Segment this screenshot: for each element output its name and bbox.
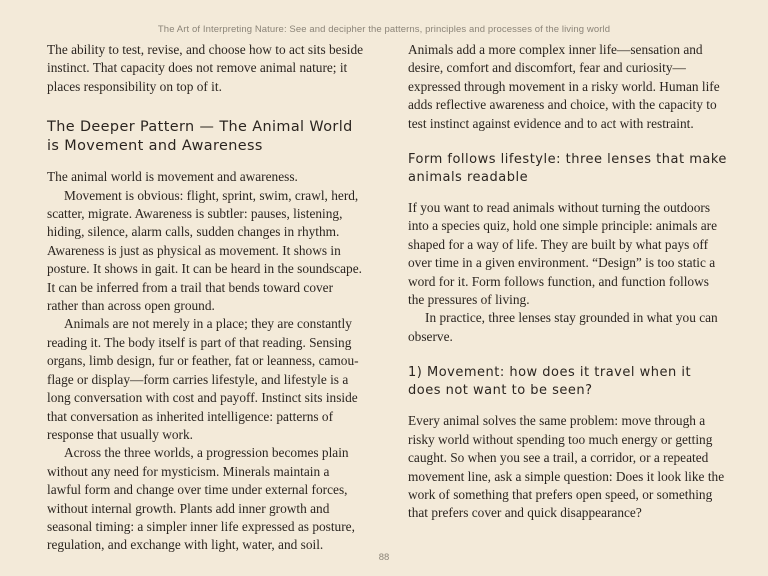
body-paragraph: The animal world is movement and awareness.: [47, 169, 298, 185]
right-column: [408, 41, 728, 523]
spacer: [408, 133, 728, 151]
spacer: [408, 346, 728, 364]
subsection-heading: Form follows lifestyle: three lenses that make animals readable: [408, 152, 727, 186]
section-heading: The Deeper Pattern — The Animal World is Movement and Awareness: [47, 119, 353, 155]
subsection-heading: 1) Movement: how does it travel when it does not want to be seen?: [408, 365, 692, 399]
page-number: 88: [378, 552, 390, 563]
body-paragraph: In practice, three lenses stay grounded in what you can observe.: [408, 310, 718, 344]
body-paragraph: Every animal solves the same problem: move through a risky world without spending too much energy or getting caught. So when you see a trail, a corridor, or a repeated movement line, ask a simple question: Does it look like the work of something that prefers open speed, or something that prefers cover and quick disappearance?: [408, 413, 725, 521]
opening-paragraph: Animals add a more complex inner life—sensation and desire, comfort and discomfort, fear and curiosity—expressed through movement in a risky world. Human life adds reflective awareness and choice, with the capacity to test instinct against evidence and to act with restraint.: [408, 42, 720, 131]
body-paragraph: Across the three worlds, a progression becomes plain without any need for mysticism. Minerals maintain a lawful form and change over time under external forces, without internal growth. Plants add inner growth and seasonal timing: a simpler inner life expressed as posture, regulation, and exchange with light, water, and soil.: [47, 445, 355, 553]
body-paragraph: If you want to read animals without turning the outdoors into a species quiz, hold one simple principle: animals are shaped for a way of life. They are built by what pays off over time in a given environment. “Design” is too static a word for it. Form follows function, and function follows the pressures of living.: [408, 200, 718, 308]
body-paragraph: Movement is obvious: flight, sprint, swim, crawl, herd, scatter, migrate. Awareness is subtler: pauses, listening, hiding, silence, alarm calls, sudden changes in rhythm. Awareness is just as physical as movement. It shows in posture. It shows in gait. It can be heard in the soundscape. It can be inferred from a trail that bends toward cover rather than across open ground.: [47, 187, 362, 314]
left-column: [47, 41, 365, 555]
running-header: The Art of Interpreting Nature: See and decipher the patterns, principles and processes of the living world: [157, 24, 611, 35]
body-paragraph: Animals are not merely in a place; they are constantly reading it. The body itself is part of that reading. Sensing organs, limb design, fur or feather, fat or leanness, camouflage or display—form carries lifestyle, and lifestyle is a long conversation with cost and payoff. Instinct sits inside that conversation as inherited intelligence: patterns of response that usually work.: [47, 316, 359, 442]
opening-paragraph: The ability to test, revise, and choose how to act sits beside instinct. That capacity does not remove animal nature; it places responsibility on top of it.: [47, 42, 364, 94]
